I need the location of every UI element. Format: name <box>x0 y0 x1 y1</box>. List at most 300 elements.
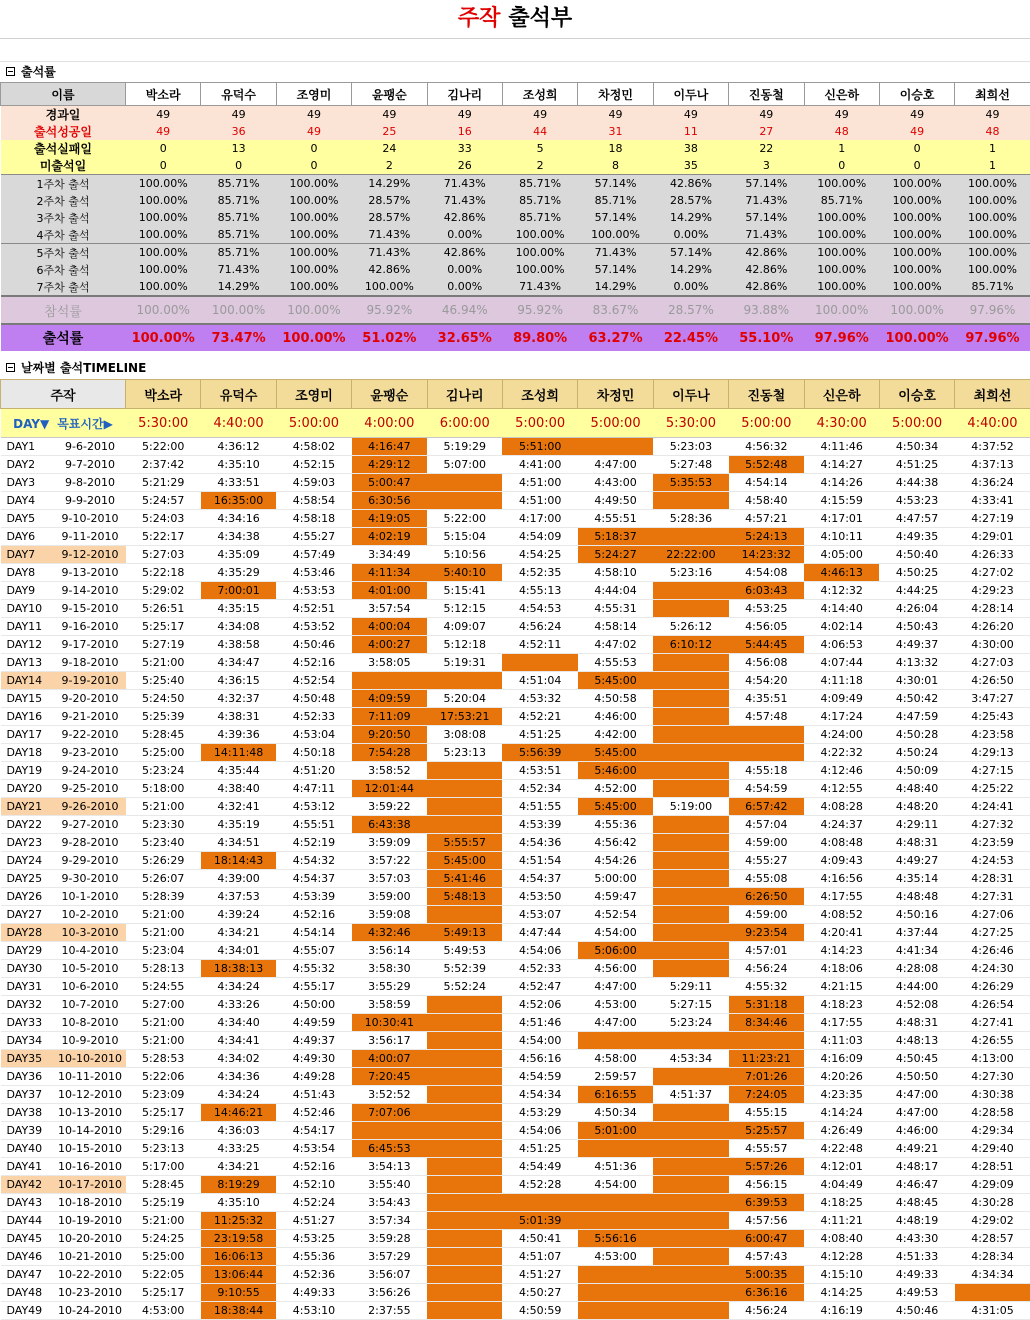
time-cell: 4:11:46 <box>804 438 879 456</box>
time-cell: 4:41:00 <box>502 456 577 474</box>
time-cell: 4:46:00 <box>879 1122 954 1140</box>
day-row <box>1 888 1030 906</box>
time-cell: 4:25:43 <box>955 708 1030 726</box>
stat-value: 8 <box>578 157 653 175</box>
time-cell: 14:11:48 <box>201 744 276 762</box>
time-cell: 5:45:00 <box>427 852 502 870</box>
time-cell <box>427 474 502 492</box>
day-date: 10-18-2010 <box>55 1194 126 1212</box>
week-value: 71.43% <box>352 226 427 244</box>
time-cell: 4:52:51 <box>276 600 351 618</box>
time-cell: 4:37:53 <box>201 888 276 906</box>
time-cell: 5:15:41 <box>427 582 502 600</box>
week-value: 100.00% <box>955 192 1030 209</box>
timeline-name: 신은하 <box>804 380 879 409</box>
time-cell: 4:56:24 <box>729 960 804 978</box>
time-cell: 5:21:00 <box>126 1032 201 1050</box>
timeline-name: 조영미 <box>276 380 351 409</box>
week-value: 100.00% <box>955 261 1030 278</box>
time-cell: 5:45:00 <box>578 798 653 816</box>
time-cell <box>653 924 728 942</box>
stat-label: 출석성공일 <box>1 123 126 140</box>
time-cell: 5:25:00 <box>126 1248 201 1266</box>
time-cell: 4:54:34 <box>502 1086 577 1104</box>
attendance-row-value: 22.45% <box>653 324 728 351</box>
time-cell: 4:58:14 <box>578 618 653 636</box>
time-cell: 5:10:56 <box>427 546 502 564</box>
time-cell: 4:28:58 <box>955 1104 1030 1122</box>
day-row <box>1 798 1030 816</box>
time-cell: 4:18:23 <box>804 996 879 1014</box>
stat-value: 49 <box>201 106 276 124</box>
time-cell: 4:49:33 <box>879 1266 954 1284</box>
time-cell: 4:54:36 <box>502 834 577 852</box>
time-cell: 4:36:03 <box>201 1122 276 1140</box>
week-value: 100.00% <box>276 175 351 193</box>
time-cell: 4:38:40 <box>201 780 276 798</box>
time-cell: 3:08:08 <box>427 726 502 744</box>
time-cell: 4:50:48 <box>276 690 351 708</box>
time-cell: 4:29:40 <box>955 1140 1030 1158</box>
time-cell: 4:16:56 <box>804 870 879 888</box>
day-id: DAY14 <box>1 672 55 690</box>
time-cell: 4:50:59 <box>502 1302 577 1320</box>
time-cell: 5:25:17 <box>126 1104 201 1122</box>
time-cell: 4:48:31 <box>879 1014 954 1032</box>
week-value: 57.14% <box>578 209 653 226</box>
time-cell: 4:53:07 <box>502 906 577 924</box>
time-cell: 4:43:30 <box>879 1230 954 1248</box>
time-cell: 4:54:00 <box>578 1176 653 1194</box>
time-cell: 4:51:43 <box>276 1086 351 1104</box>
day-date: 9-8-2010 <box>55 474 126 492</box>
day-row <box>1 1068 1030 1086</box>
day-id: DAY12 <box>1 636 55 654</box>
day-id: DAY23 <box>1 834 55 852</box>
time-cell <box>427 906 502 924</box>
time-cell <box>653 1068 728 1086</box>
stat-value: 48 <box>955 123 1030 140</box>
day-id: DAY38 <box>1 1104 55 1122</box>
time-cell: 7:00:01 <box>201 582 276 600</box>
participation-row-value: 100.00% <box>201 296 276 324</box>
time-cell: 4:27:19 <box>955 510 1030 528</box>
day-date: 9-21-2010 <box>55 708 126 726</box>
stat-value: 49 <box>276 106 351 124</box>
time-cell: 5:26:51 <box>126 600 201 618</box>
week-value: 100.00% <box>879 175 954 193</box>
time-cell: 4:53:00 <box>578 996 653 1014</box>
time-cell: 4:46:13 <box>804 564 879 582</box>
time-cell: 4:34:47 <box>201 654 276 672</box>
time-cell: 5:44:45 <box>729 636 804 654</box>
time-cell: 4:30:01 <box>879 672 954 690</box>
time-cell <box>427 1104 502 1122</box>
time-cell: 4:55:13 <box>502 582 577 600</box>
day-date: 9-30-2010 <box>55 870 126 888</box>
day-date: 10-6-2010 <box>55 978 126 996</box>
week-label: 2주차 출석 <box>1 192 126 209</box>
time-cell <box>653 1176 728 1194</box>
week-label: 5주차 출석 <box>1 244 126 262</box>
time-cell: 5:22:00 <box>126 438 201 456</box>
stat-value: 2 <box>352 157 427 175</box>
time-cell: 4:56:32 <box>729 438 804 456</box>
day-row <box>1 654 1030 672</box>
time-cell: 5:22:05 <box>126 1266 201 1284</box>
time-cell: 4:39:24 <box>201 906 276 924</box>
time-cell: 5:49:13 <box>427 924 502 942</box>
time-cell <box>427 798 502 816</box>
stat-row <box>1 140 1030 157</box>
name-cell: 진동철 <box>729 83 804 106</box>
time-cell: 4:09:07 <box>427 618 502 636</box>
time-cell: 5:19:00 <box>653 798 728 816</box>
week-value: 100.00% <box>955 226 1030 244</box>
time-cell <box>653 492 728 510</box>
time-cell: 4:37:13 <box>955 456 1030 474</box>
time-cell: 4:50:28 <box>879 726 954 744</box>
time-cell <box>427 1158 502 1176</box>
time-cell: 4:15:59 <box>804 492 879 510</box>
time-cell <box>578 1266 653 1284</box>
time-cell: 4:49:35 <box>879 528 954 546</box>
time-cell <box>653 1284 728 1302</box>
time-cell: 5:52:48 <box>729 456 804 474</box>
time-cell <box>502 1194 577 1212</box>
week-value: 57.14% <box>578 261 653 278</box>
week-value: 100.00% <box>955 244 1030 262</box>
day-date: 10-20-2010 <box>55 1230 126 1248</box>
day-row <box>1 1104 1030 1122</box>
day-row <box>1 924 1030 942</box>
time-cell: 5:41:46 <box>427 870 502 888</box>
week-value: 71.43% <box>427 175 502 193</box>
time-cell: 4:50:25 <box>879 564 954 582</box>
time-cell: 4:01:00 <box>352 582 427 600</box>
time-cell: 5:57:26 <box>729 1158 804 1176</box>
time-cell: 4:37:44 <box>879 924 954 942</box>
time-cell <box>653 654 728 672</box>
day-date: 10-21-2010 <box>55 1248 126 1266</box>
day-date: 10-11-2010 <box>55 1068 126 1086</box>
time-cell: 5:21:29 <box>126 474 201 492</box>
week-value: 85.71% <box>502 175 577 193</box>
day-row <box>1 618 1030 636</box>
time-cell: 4:50:34 <box>578 1104 653 1122</box>
time-cell: 4:51:25 <box>879 456 954 474</box>
day-id: DAY29 <box>1 942 55 960</box>
time-cell: 5:40:10 <box>427 564 502 582</box>
time-cell: 9:10:55 <box>201 1284 276 1302</box>
time-cell: 9:20:50 <box>352 726 427 744</box>
name-cell: 유덕수 <box>201 83 276 106</box>
time-cell: 4:50:24 <box>879 744 954 762</box>
week-value: 85.71% <box>502 192 577 209</box>
week-value: 0.00% <box>427 226 502 244</box>
collapse-icon[interactable] <box>6 363 15 372</box>
day-row <box>1 438 1030 456</box>
time-cell: 4:51:25 <box>502 1140 577 1158</box>
time-cell: 5:25:19 <box>126 1194 201 1212</box>
day-row <box>1 564 1030 582</box>
time-cell: 4:46:47 <box>879 1176 954 1194</box>
time-cell <box>427 1284 502 1302</box>
time-cell: 3:58:30 <box>352 960 427 978</box>
time-cell: 5:28:39 <box>126 888 201 906</box>
time-cell: 4:17:01 <box>804 510 879 528</box>
time-cell: 5:01:00 <box>578 1122 653 1140</box>
time-cell: 4:26:55 <box>955 1032 1030 1050</box>
week-value: 42.86% <box>427 244 502 262</box>
time-cell: 4:52:35 <box>502 564 577 582</box>
time-cell <box>578 1212 653 1230</box>
week-row <box>1 175 1030 193</box>
time-cell: 3:59:09 <box>352 834 427 852</box>
time-cell: 4:27:25 <box>955 924 1030 942</box>
time-cell: 4:50:34 <box>879 438 954 456</box>
time-cell: 4:54:20 <box>729 672 804 690</box>
day-date: 10-16-2010 <box>55 1158 126 1176</box>
time-cell: 4:53:32 <box>502 690 577 708</box>
day-date: 9-27-2010 <box>55 816 126 834</box>
day-date: 10-17-2010 <box>55 1176 126 1194</box>
stat-label: 미출석일 <box>1 157 126 175</box>
week-value: 100.00% <box>276 261 351 278</box>
target-time: 4:30:00 <box>804 409 879 438</box>
time-cell: 4:52:15 <box>276 456 351 474</box>
time-cell: 4:00:04 <box>352 618 427 636</box>
week-value: 28.57% <box>653 192 728 209</box>
stat-value: 49 <box>427 106 502 124</box>
day-id: DAY34 <box>1 1032 55 1050</box>
time-cell: 4:17:00 <box>502 510 577 528</box>
participation-row <box>1 296 1030 324</box>
attendance-row-value: 97.96% <box>804 324 879 351</box>
day-date: 10-2-2010 <box>55 906 126 924</box>
day-date: 10-7-2010 <box>55 996 126 1014</box>
time-cell: 4:52:24 <box>276 1194 351 1212</box>
time-cell <box>578 1284 653 1302</box>
target-row <box>1 409 1030 438</box>
time-cell: 4:35:44 <box>201 762 276 780</box>
day-id: DAY30 <box>1 960 55 978</box>
time-cell: 5:23:16 <box>653 564 728 582</box>
attendance-row-value: 55.10% <box>729 324 804 351</box>
time-cell: 5:24:50 <box>126 690 201 708</box>
time-cell: 4:41:34 <box>879 942 954 960</box>
day-date: 9-16-2010 <box>55 618 126 636</box>
target-time: 6:00:00 <box>427 409 502 438</box>
time-cell: 5:06:00 <box>578 942 653 960</box>
time-cell: 4:54:06 <box>502 942 577 960</box>
timeline-name: 조성희 <box>502 380 577 409</box>
day-date: 9-9-2010 <box>55 492 126 510</box>
target-time: 5:30:00 <box>653 409 728 438</box>
time-cell: 4:54:08 <box>729 564 804 582</box>
time-cell <box>578 438 653 456</box>
week-row <box>1 226 1030 244</box>
timeline-section-header[interactable] <box>0 357 1030 379</box>
time-cell: 4:48:48 <box>879 888 954 906</box>
time-cell: 4:57:04 <box>729 816 804 834</box>
stat-value: 3 <box>729 157 804 175</box>
time-cell <box>653 1248 728 1266</box>
time-cell: 3:56:14 <box>352 942 427 960</box>
time-cell: 4:34:08 <box>201 618 276 636</box>
time-cell: 4:49:27 <box>879 852 954 870</box>
time-cell: 4:53:39 <box>276 888 351 906</box>
time-cell: 4:34:36 <box>201 1068 276 1086</box>
time-cell: 3:34:49 <box>352 546 427 564</box>
time-cell: 4:54:53 <box>502 600 577 618</box>
time-cell: 4:56:08 <box>729 654 804 672</box>
time-cell: 3:55:40 <box>352 1176 427 1194</box>
day-row <box>1 582 1030 600</box>
time-cell <box>427 1050 502 1068</box>
time-cell <box>653 528 728 546</box>
time-cell: 4:29:09 <box>955 1176 1030 1194</box>
time-cell: 5:24:57 <box>126 492 201 510</box>
participation-row-value: 83.67% <box>578 296 653 324</box>
time-cell: 5:25:39 <box>126 708 201 726</box>
time-cell: 4:57:48 <box>729 708 804 726</box>
time-cell: 5:28:13 <box>126 960 201 978</box>
day-id: DAY21 <box>1 798 55 816</box>
time-cell: 4:56:24 <box>729 1302 804 1320</box>
time-cell: 4:56:15 <box>729 1176 804 1194</box>
time-cell: 8:19:29 <box>201 1176 276 1194</box>
timeline-name: 김나리 <box>427 380 502 409</box>
time-cell: 4:11:21 <box>804 1212 879 1230</box>
time-cell: 5:25:17 <box>126 1284 201 1302</box>
time-cell <box>653 1212 728 1230</box>
day-date: 9-6-2010 <box>55 438 126 456</box>
week-row <box>1 244 1030 262</box>
time-cell: 5:23:40 <box>126 834 201 852</box>
time-cell: 4:47:11 <box>276 780 351 798</box>
week-value: 100.00% <box>879 278 954 296</box>
time-cell <box>427 1068 502 1086</box>
time-cell: 4:51:54 <box>502 852 577 870</box>
day-row <box>1 708 1030 726</box>
time-cell <box>653 690 728 708</box>
time-cell <box>427 1230 502 1248</box>
day-row <box>1 456 1030 474</box>
time-cell: 7:07:06 <box>352 1104 427 1122</box>
time-cell: 4:48:45 <box>879 1194 954 1212</box>
name-cell: 이승호 <box>879 83 954 106</box>
day-row <box>1 744 1030 762</box>
time-cell: 3:56:07 <box>352 1266 427 1284</box>
time-cell: 5:24:27 <box>578 546 653 564</box>
time-cell: 4:52:19 <box>276 834 351 852</box>
time-cell: 4:52:54 <box>578 906 653 924</box>
time-cell: 4:47:57 <box>879 510 954 528</box>
time-cell: 4:50:27 <box>502 1284 577 1302</box>
time-cell <box>653 834 728 852</box>
time-cell: 4:33:25 <box>201 1140 276 1158</box>
week-value: 85.71% <box>201 192 276 209</box>
time-cell: 4:24:00 <box>804 726 879 744</box>
time-cell: 3:59:28 <box>352 1230 427 1248</box>
time-cell: 5:27:48 <box>653 456 728 474</box>
day-row <box>1 1248 1030 1266</box>
week-label: 3주차 출석 <box>1 209 126 226</box>
time-cell <box>578 1140 653 1158</box>
time-cell: 6:36:16 <box>729 1284 804 1302</box>
time-cell <box>653 1140 728 1158</box>
time-cell: 4:09:59 <box>352 690 427 708</box>
time-cell: 4:12:32 <box>804 582 879 600</box>
time-cell: 4:26:46 <box>955 942 1030 960</box>
time-cell: 4:52:21 <box>502 708 577 726</box>
day-row <box>1 528 1030 546</box>
time-cell: 4:51:46 <box>502 1014 577 1032</box>
day-id: DAY27 <box>1 906 55 924</box>
stat-value: 49 <box>352 106 427 124</box>
time-cell: 5:18:00 <box>126 780 201 798</box>
week-value: 85.71% <box>201 226 276 244</box>
time-cell: 4:33:51 <box>201 474 276 492</box>
time-cell: 4:50:41 <box>502 1230 577 1248</box>
time-cell: 5:52:24 <box>427 978 502 996</box>
time-cell: 5:22:17 <box>126 528 201 546</box>
stat-value: 49 <box>955 106 1030 124</box>
time-cell: 4:48:31 <box>879 834 954 852</box>
time-cell <box>653 1266 728 1284</box>
week-value: 100.00% <box>804 261 879 278</box>
timeline-name: 윤팽순 <box>352 380 427 409</box>
week-value: 100.00% <box>804 175 879 193</box>
target-time: 5:30:00 <box>126 409 201 438</box>
time-cell: 4:52:16 <box>276 906 351 924</box>
week-value: 100.00% <box>578 226 653 244</box>
stat-value: 0 <box>879 140 954 157</box>
time-cell: 4:36:12 <box>201 438 276 456</box>
time-cell: 4:53:53 <box>276 582 351 600</box>
time-cell: 4:56:05 <box>729 618 804 636</box>
time-cell: 5:27:19 <box>126 636 201 654</box>
week-value: 100.00% <box>276 244 351 262</box>
time-cell: 5:15:04 <box>427 528 502 546</box>
time-cell: 2:37:42 <box>126 456 201 474</box>
day-date: 9-20-2010 <box>55 690 126 708</box>
week-value: 100.00% <box>126 261 201 278</box>
time-cell: 11:23:21 <box>729 1050 804 1068</box>
time-cell: 4:14:40 <box>804 600 879 618</box>
name-cell: 김나리 <box>427 83 502 106</box>
time-cell: 4:53:00 <box>578 1248 653 1266</box>
time-cell: 4:34:34 <box>955 1266 1030 1284</box>
day-date: 10-12-2010 <box>55 1086 126 1104</box>
time-cell: 5:27:15 <box>653 996 728 1014</box>
stat-value: 31 <box>578 123 653 140</box>
time-cell: 4:35:09 <box>201 546 276 564</box>
time-cell <box>578 1032 653 1050</box>
week-value: 42.86% <box>653 175 728 193</box>
time-cell: 7:24:05 <box>729 1086 804 1104</box>
day-id: DAY22 <box>1 816 55 834</box>
time-cell: 13:06:44 <box>201 1266 276 1284</box>
participation-row-value: 93.88% <box>729 296 804 324</box>
stats-section-header[interactable] <box>0 62 1030 82</box>
day-id: DAY10 <box>1 600 55 618</box>
stat-value: 49 <box>879 123 954 140</box>
time-cell: 4:52:33 <box>276 708 351 726</box>
time-cell: 4:54:25 <box>502 546 577 564</box>
collapse-icon[interactable] <box>6 67 15 76</box>
